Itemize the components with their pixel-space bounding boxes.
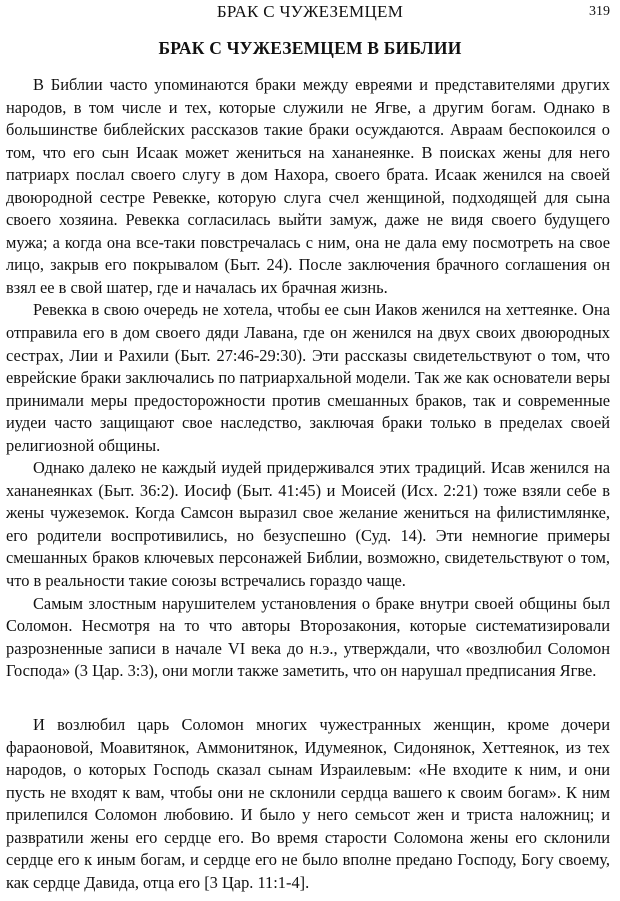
quote-paragraph: И возлюбил царь Соломон многих чужестранных женщин, кроме дочери фараоновой, Моавитянок, Аммонитянок, Идумеянок, Сидонянок, Хеттеянок, из тех народов, о которых Господь сказал сынам Израилевым: «Не входите к ним, и они пусть не входят к вам, чтобы они не склонили сердца вашего к своим богам». К ним прилепился Соломон любовию. И было у него семьсот жен и триста наложниц; и развратили жены его сердце его. Во время старости Соломона жены его склонили сердце его к иным богам, и сердце его не было вполне предано Господу, Богу своему, как сердце Давида, отца его [3 Цар. 11:1-4]. — [6, 715, 610, 892]
paragraph: Ревекка в свою очередь не хотела, чтобы ее сын Иаков женился на хеттеянке. Она отправила его в дом своего дяди Лавана, где он женился на двух своих двоюродных сестрах, Лии и Рахили (Быт. 27:46-29:30). Эти рассказы свидетельствуют о том, что еврейские браки заключались по патриархальной модели. Так же как основатели веры принимали меры предосторожности против смешанных браков, так и современные иудеи часто защищают свое наследство, заключая браки только в пределах своей религиозной общины. — [6, 300, 610, 455]
paragraph: Однако далеко не каждый иудей придерживался этих традиций. Исав женился на хананеянках (Быт. 36:2). Иосиф (Быт. 41:45) и Моисей (Исх. 2:21) тоже взяли себе в жены чужеземок. Когда Самсон выразил свое желание жениться на филистимлянке, его родители воспротивились, но безуспешно (Суд. 14). Эти немногие примеры смешанных браков ключевых персонажей Библии, возможно, свидетельствуют о том, что в реальности такие союзы встречались гораздо чаще. — [6, 458, 610, 591]
block-quote — [6, 714, 610, 894]
body-text — [6, 74, 610, 683]
chapter-title: БРАК С ЧУЖЕЗЕМЦЕМ В БИБЛИИ — [158, 38, 462, 58]
running-title: БРАК С ЧУЖЕЗЕМЦЕМ — [216, 2, 404, 21]
page-number: 319 — [589, 4, 610, 19]
paragraph: Самым злостным нарушителем установления о браке внутри своей общины был Соломон. Несмотря на то что авторы Второзакония, которые систематизировали разрозненные записи в начале VI века до н.э., утверждали, что «возлюбил Соломон Господа» (3 Цар. 3:3), они могли также заметить, что он нарушал предписания Ягве. — [6, 593, 610, 681]
running-head — [0, 2, 620, 22]
paragraph: В Библии часто упоминаются браки между евреями и представителями других народов, в том числе и тех, которые служили не Ягве, а другим богам. Однако в большинстве библейских рассказов такие браки осуждаются. Авраам беспокоился о том, что его сын Исаак может жениться на хананеянке. В поисках жены для него патриарх послал своего слугу в дом Нахора, своего брата. Исаак женился на своей двоюродной сестре Ревекке, которую слуга счел женщиной, подходящей для сына своего хозяина. Ревекка согласилась выйти замуж, даже не видя своего будущего мужа; а когда она все-таки повстречалась с ним, она не дала ему посмотреть на свое лицо, закрыв его покрывалом (Быт. 24). После заключения брачного соглашения он взял ее в свой шатер, где и началась их брачная жизнь. — [6, 75, 610, 297]
